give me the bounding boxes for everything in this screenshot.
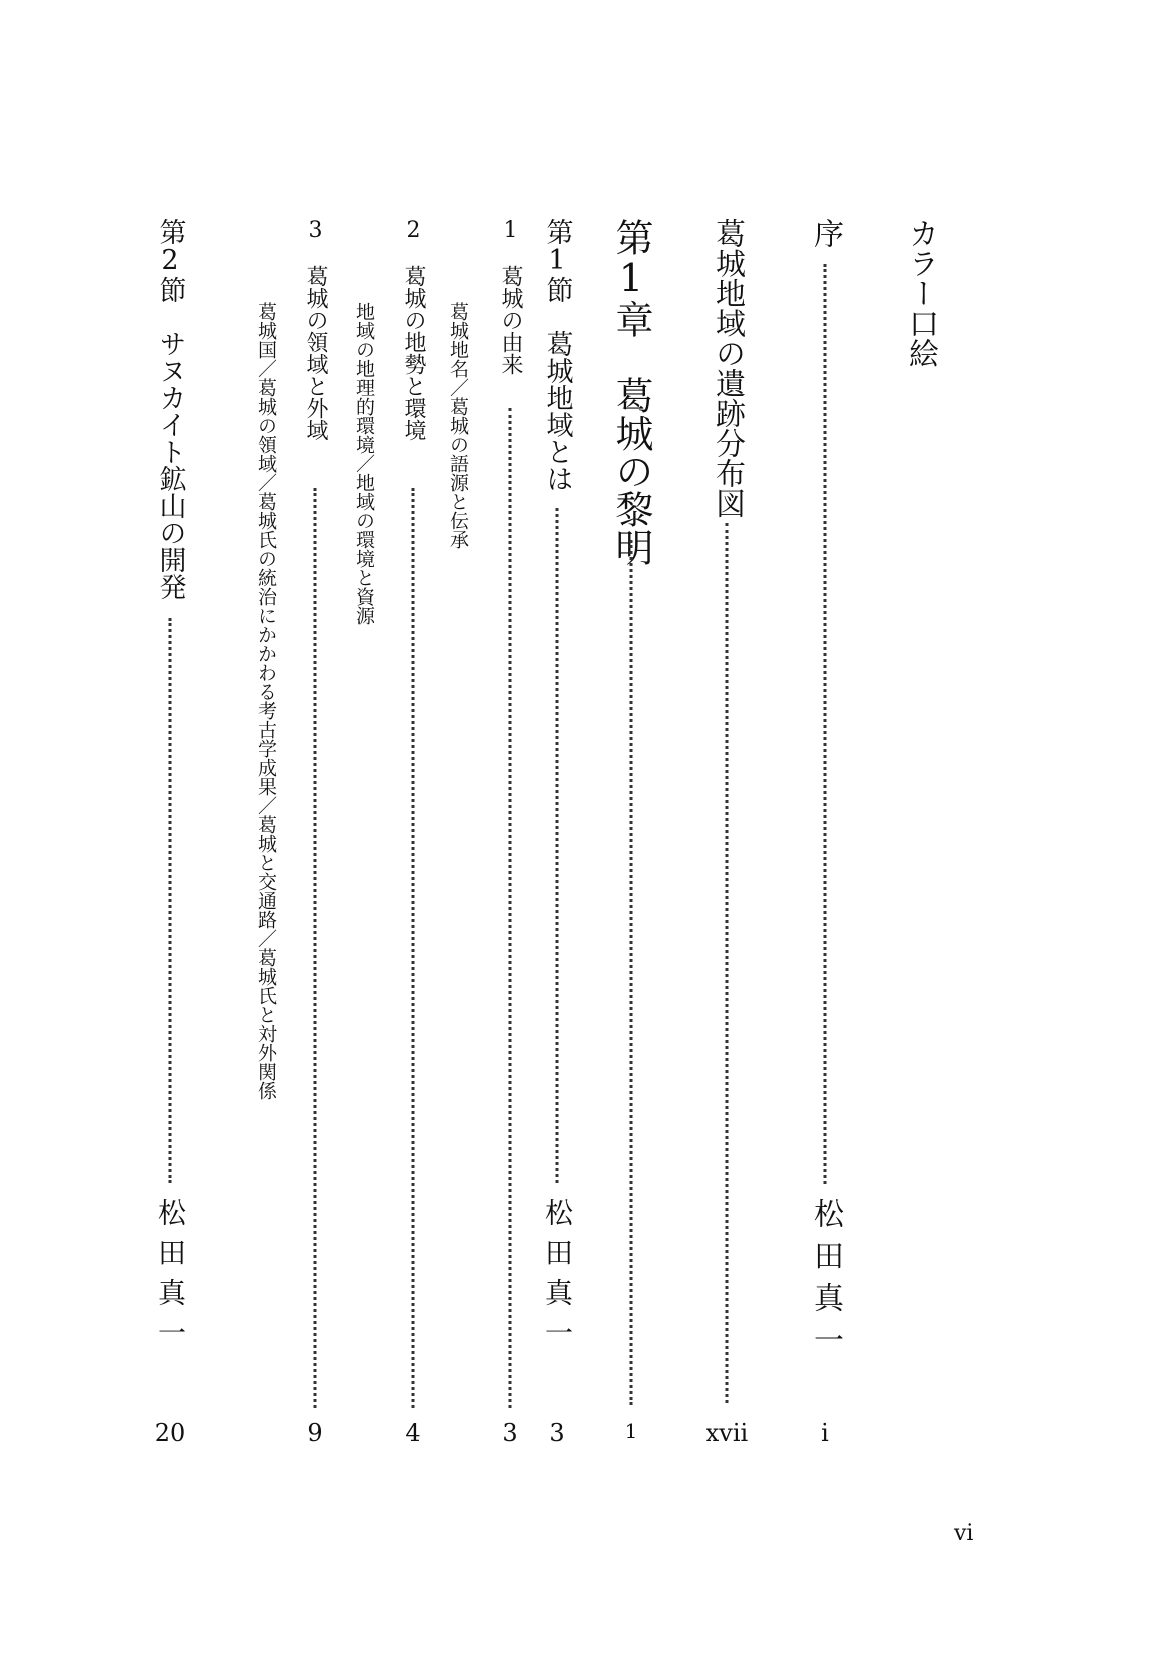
toc-page-number: 1 <box>624 1419 638 1443</box>
toc-subtopics: 地域の地理的環境／地域の環境と資源 <box>353 302 375 625</box>
toc-entry-chapter-1[interactable] <box>601 218 661 1468</box>
item-title: 3 葛城の領域と外域 <box>303 218 328 441</box>
leader-dots <box>412 488 415 1408</box>
toc-page-number: 3 <box>502 1419 518 1447</box>
leader-dots <box>169 618 172 1183</box>
item-title: 1 葛城の由来 <box>498 218 523 375</box>
toc-subtopics: 葛城地名／葛城の語源と伝承 <box>447 302 469 549</box>
leader-dots <box>726 523 729 1403</box>
item-title: 2 葛城の地勢と環境 <box>401 218 426 441</box>
section-title: 第1節 葛城地域とは <box>541 218 573 492</box>
toc-entry-item-1[interactable] <box>480 218 540 1468</box>
toc-title: 序 <box>808 218 843 248</box>
toc-page-number: 9 <box>307 1419 323 1447</box>
toc-author: 松田真一 <box>541 1198 574 1358</box>
leader-dots <box>314 488 317 1408</box>
toc-title: 葛城地域の遺跡分布図 <box>710 218 745 518</box>
section-title: 第2節 サヌカイト鉱山の開発 <box>154 218 186 600</box>
toc-subtopics: 葛城国／葛城の領域／葛城氏の統治にかかわる考古学成果／葛城と交通路／葛城氏と対外関係 <box>255 302 277 1100</box>
toc-page-number: 4 <box>405 1419 421 1447</box>
toc-author: 松田真一 <box>808 1198 843 1366</box>
toc-page-number: 20 <box>154 1419 186 1447</box>
leader-dots <box>630 540 633 1405</box>
leader-dots <box>824 264 827 1184</box>
toc-entry-item-2[interactable] <box>383 218 443 1468</box>
toc-entry-site-map[interactable] <box>697 218 757 1468</box>
toc-entry-color-plates[interactable] <box>890 218 950 1468</box>
page-folio: vi <box>954 1521 974 1546</box>
toc-page-number: i <box>821 1419 829 1447</box>
toc-page-number: 3 <box>549 1419 565 1447</box>
toc-title: カラー口絵 <box>903 218 938 368</box>
toc-page-number: xvii <box>705 1419 749 1447</box>
toc-entry-item-3[interactable] <box>285 218 345 1468</box>
toc-author: 松田真一 <box>154 1198 187 1358</box>
toc-entry-section-2[interactable] <box>140 218 200 1468</box>
leader-dots <box>556 508 559 1183</box>
chapter-title: 第1章 葛城の黎明 <box>609 218 653 566</box>
leader-dots <box>509 408 512 1408</box>
toc-entry-preface[interactable] <box>795 218 855 1468</box>
